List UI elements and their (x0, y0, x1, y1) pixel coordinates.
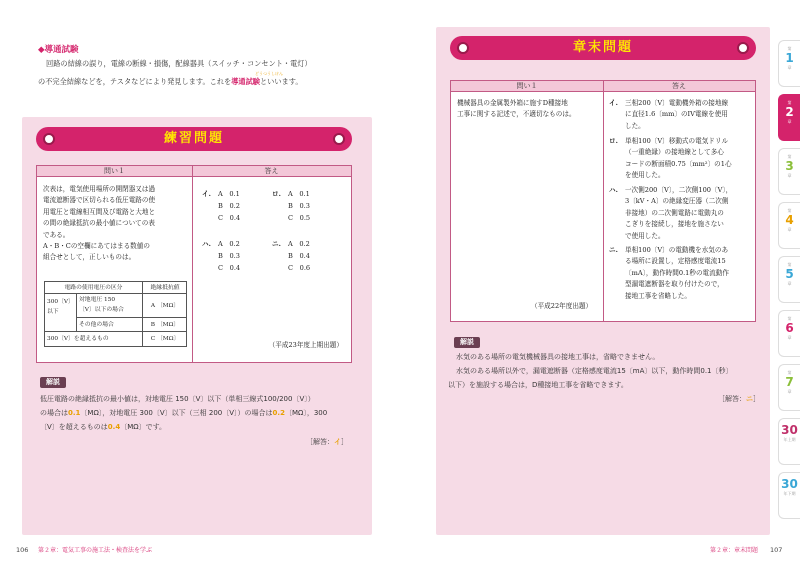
answer-line: ［解答：イ］ (306, 438, 348, 446)
tab-number: 1 (785, 51, 794, 65)
banner-dot-right (737, 42, 749, 54)
option-line: 3〔kV・A〕の絶縁変圧器（二次側 (625, 197, 729, 206)
answer-header: 答え (603, 81, 755, 92)
insulation-table (44, 281, 187, 347)
question-text (43, 184, 191, 264)
option-values (288, 188, 348, 224)
chapter-tab[interactable] (778, 202, 800, 249)
tab-number: 5 (785, 267, 794, 281)
column-divider (192, 166, 193, 362)
question-line: である。 (43, 230, 70, 239)
option-label: イ. (202, 190, 211, 198)
option-line: 型漏電遮断器を取り付けたので， (625, 280, 724, 289)
intro-highlight: 導通試験 (231, 77, 260, 86)
option-value: A 0.2 (218, 240, 240, 248)
chapter-question-table (450, 80, 756, 322)
explain-line-3: 以下）を施設する場合は，D種接地工事を省略できます。 (448, 381, 628, 389)
inner-table-row2-val: B 〔MΩ〕 (143, 318, 187, 332)
answer-value: ニ (746, 395, 753, 403)
option-value: C 0.4 (218, 264, 241, 272)
option-value: B 0.2 (218, 202, 240, 210)
option-text (625, 185, 753, 242)
ruby-text: どうつうしけん (255, 71, 283, 76)
tab-caption: 第 (787, 316, 792, 321)
inner-table-group-300v (45, 294, 77, 332)
option-line: 三相200〔V〕電動機外箱の接地線 (625, 99, 729, 107)
tab-caption: 第 (787, 208, 792, 213)
tab-number: 7 (785, 375, 794, 389)
option-label: ロ. (609, 137, 618, 145)
inner-table-row2-sub: その他の場合 (77, 318, 143, 332)
tab-caption: 章 (787, 227, 792, 232)
explain-line-2: の場合は0.1〔MΩ〕，対地電圧 300〔V〕以下（三相 200〔V〕）の場合は0.2〔MΩ〕，300 (40, 409, 328, 417)
tab-caption: 年下期 (783, 491, 796, 496)
chapter-tab[interactable] (778, 94, 800, 141)
question-line: の間の絶縁抵抗の最小値についての表 (43, 219, 155, 228)
option-value: A 0.2 (288, 240, 310, 248)
chapter-tab[interactable] (778, 418, 800, 465)
tab-number: 2 (785, 105, 794, 119)
tab-caption: 第 (787, 262, 792, 267)
answer-option-ni[interactable] (609, 245, 753, 302)
option-label: ロ. (272, 190, 281, 198)
intro-line-2: の不完全結線などを，テスタなどにより発見します。これを導通試験といいます。 (38, 77, 303, 86)
question-line: 工事に関する記述で，不適切なものは。 (457, 110, 576, 119)
tab-caption: 章 (787, 281, 792, 286)
option-value: C 0.4 (218, 214, 241, 222)
column-divider (603, 81, 604, 321)
option-text (625, 98, 753, 132)
option-values (218, 188, 278, 224)
answer-option-ni[interactable] (272, 238, 311, 272)
question-line: 機械器具の金属製外箱に施すD種接地 (457, 99, 568, 107)
practice-banner-title: 練習問題 (163, 131, 224, 146)
answer-header: 答え (192, 166, 351, 177)
page-number: 107 (770, 546, 783, 554)
tab-number: 6 (785, 321, 794, 335)
tab-number: 30 (781, 477, 798, 491)
right-page (400, 0, 800, 564)
tab-number: 4 (785, 213, 794, 227)
question-header: 問い１ (37, 166, 192, 177)
option-line: コードの断面積0.75〔mm²〕の1心 (625, 159, 732, 168)
explain-tag: 解説 (40, 377, 66, 388)
option-label: ハ. (202, 240, 211, 248)
explain-line-3: 〔V〕を超えるものは0.4〔MΩ〕です。 (40, 423, 167, 431)
banner-dot-left (43, 133, 55, 145)
banner-dot-left (457, 42, 469, 54)
option-line: 接地工事を省略した。 (625, 291, 691, 300)
option-label: イ. (609, 99, 618, 107)
chapter-end-banner-title: 章末問題 (572, 40, 633, 55)
section-heading: ◆導通試験 (38, 45, 79, 55)
question-line: 用電圧と電線相互間及び電路と大地と (43, 207, 156, 216)
tab-caption: 章 (787, 173, 792, 178)
answer-option-ro[interactable] (272, 188, 311, 222)
option-values (218, 238, 278, 274)
explain-tag: 解説 (454, 337, 480, 348)
option-value: A 0.1 (218, 190, 240, 198)
chapter-end-banner (450, 36, 756, 60)
option-line: した。 (625, 121, 645, 130)
option-line: る場所に設置し，定格感度電流15 (625, 257, 726, 266)
answer-option-i[interactable] (609, 98, 753, 132)
source-note: （平成22年度出題） (531, 302, 593, 310)
option-line: で使用した。 (625, 231, 665, 240)
chapter-tab[interactable] (778, 256, 800, 303)
tab-caption: 章 (787, 65, 792, 70)
option-line: に直径1.6〔mm〕のIV電線を使用 (625, 110, 728, 119)
inner-table-row1-val: A 〔MΩ〕 (143, 294, 187, 318)
answer-option-i[interactable] (202, 188, 241, 222)
footer-text: 第２章：電気工事の施工法・検査法を学ぶ (38, 547, 153, 554)
source-note: （平成23年度上期出題） (268, 341, 343, 349)
tab-caption: 章 (787, 389, 792, 394)
inner-table-row3-val: C 〔MΩ〕 (150, 336, 180, 342)
tab-caption: 年上期 (783, 437, 796, 442)
option-line: を使用した。 (625, 171, 665, 180)
chapter-tab[interactable] (778, 472, 800, 519)
option-value: C 0.6 (288, 264, 311, 272)
option-line: 非接地）の二次側電路に電動丸の (625, 208, 724, 217)
inner-table-text: 以下 (47, 309, 59, 315)
inner-table-text: 300〔V〕 (47, 299, 74, 305)
question-line: 電流遮断器で区切られる低圧電路の使 (43, 196, 156, 205)
tab-number: 30 (781, 423, 798, 437)
option-text (625, 245, 753, 302)
explain-value-3: 0.4 (107, 423, 121, 431)
option-line: （一重絶縁）の接地線として多心 (625, 148, 724, 157)
banner-dot-right (333, 133, 345, 145)
question-header: 問い１ (451, 81, 603, 92)
explain-line-1: 低圧電路の絶縁抵抗の最小値は，対地電圧 150〔V〕以下（単相三線式100/200〔V〕） (40, 395, 315, 403)
tab-caption: 第 (787, 370, 792, 375)
tab-caption: 第 (787, 46, 792, 51)
chapter-tab[interactable] (778, 364, 800, 411)
answer-option-ro[interactable] (609, 136, 753, 182)
inner-table-row3: 300〔V〕を超えるもの (45, 332, 143, 347)
chapter-tab[interactable] (778, 148, 800, 195)
intro-line-1: 回路の結線の誤り，電線の断線・損傷，配線器具（スイッチ・コンセント・電灯） (46, 59, 312, 68)
chapter-tab[interactable] (778, 310, 800, 357)
inner-table-text: 〔V〕以下の場合 (79, 307, 124, 313)
question-line: 次表は，電気使用場所の開閉器又は過 (43, 185, 156, 193)
option-label: ニ. (272, 240, 281, 248)
answer-line: ［解答：ニ］ (718, 395, 760, 403)
inner-table-row1-sub (77, 294, 143, 318)
practice-question-table (36, 165, 352, 363)
explain-value-1: 0.1 (68, 409, 81, 417)
option-label: ニ. (609, 246, 618, 254)
answer-option-ha[interactable] (202, 238, 241, 272)
answer-value: イ (334, 438, 341, 446)
option-line: 単相100〔V〕の電動機を水気のあ (625, 246, 729, 254)
footer-text: 第２章：章末問題 (710, 547, 759, 554)
inner-table-head-resistance: 絶縁抵抗値 (143, 282, 187, 294)
answer-option-ha[interactable] (609, 185, 753, 242)
question-line: 組合せとして，正しいものは。 (43, 253, 136, 262)
question-text (457, 98, 602, 121)
option-value: B 0.3 (218, 252, 240, 260)
inner-table-text: 対地電圧 150 (79, 297, 116, 303)
option-text (625, 136, 753, 182)
page-number: 106 (16, 546, 29, 554)
option-line: こぎりを接続し，接地を施さない (625, 220, 724, 229)
practice-banner (36, 127, 352, 151)
tab-caption: 章 (787, 335, 792, 340)
option-value: A 0.1 (288, 190, 310, 198)
tab-caption: 第 (787, 100, 792, 105)
tab-number: 3 (785, 159, 794, 173)
tab-caption: 章 (787, 119, 792, 124)
explain-line-2: 水気のある場所以外で，漏電遮断器（定格感度電流15〔mA〕以下，動作時間0.1〔秒〕 (456, 367, 733, 375)
explain-value-2: 0.2 (272, 409, 285, 417)
inner-table-head-voltage: 電路の使用電圧の区分 (45, 282, 143, 294)
question-line: A・B・Cの空欄にあてはまる数値の (43, 242, 150, 251)
chapter-tab[interactable] (778, 40, 800, 87)
option-value: B 0.4 (288, 252, 310, 260)
option-value: C 0.5 (288, 214, 311, 222)
option-label: ハ. (609, 186, 618, 194)
option-line: 一次側200〔V〕，二次側100〔V〕， (625, 186, 733, 194)
explain-line-1: 水気のある場所の電気機械器具の接地工事は，省略できません。 (456, 353, 660, 361)
tab-caption: 第 (787, 154, 792, 159)
option-values (288, 238, 348, 274)
option-line: 単相100〔V〕移動式の電気ドリル (625, 137, 729, 145)
option-value: B 0.3 (288, 202, 310, 210)
option-line: 〔mA〕，動作時間0.1秒の電流動作 (625, 268, 729, 277)
